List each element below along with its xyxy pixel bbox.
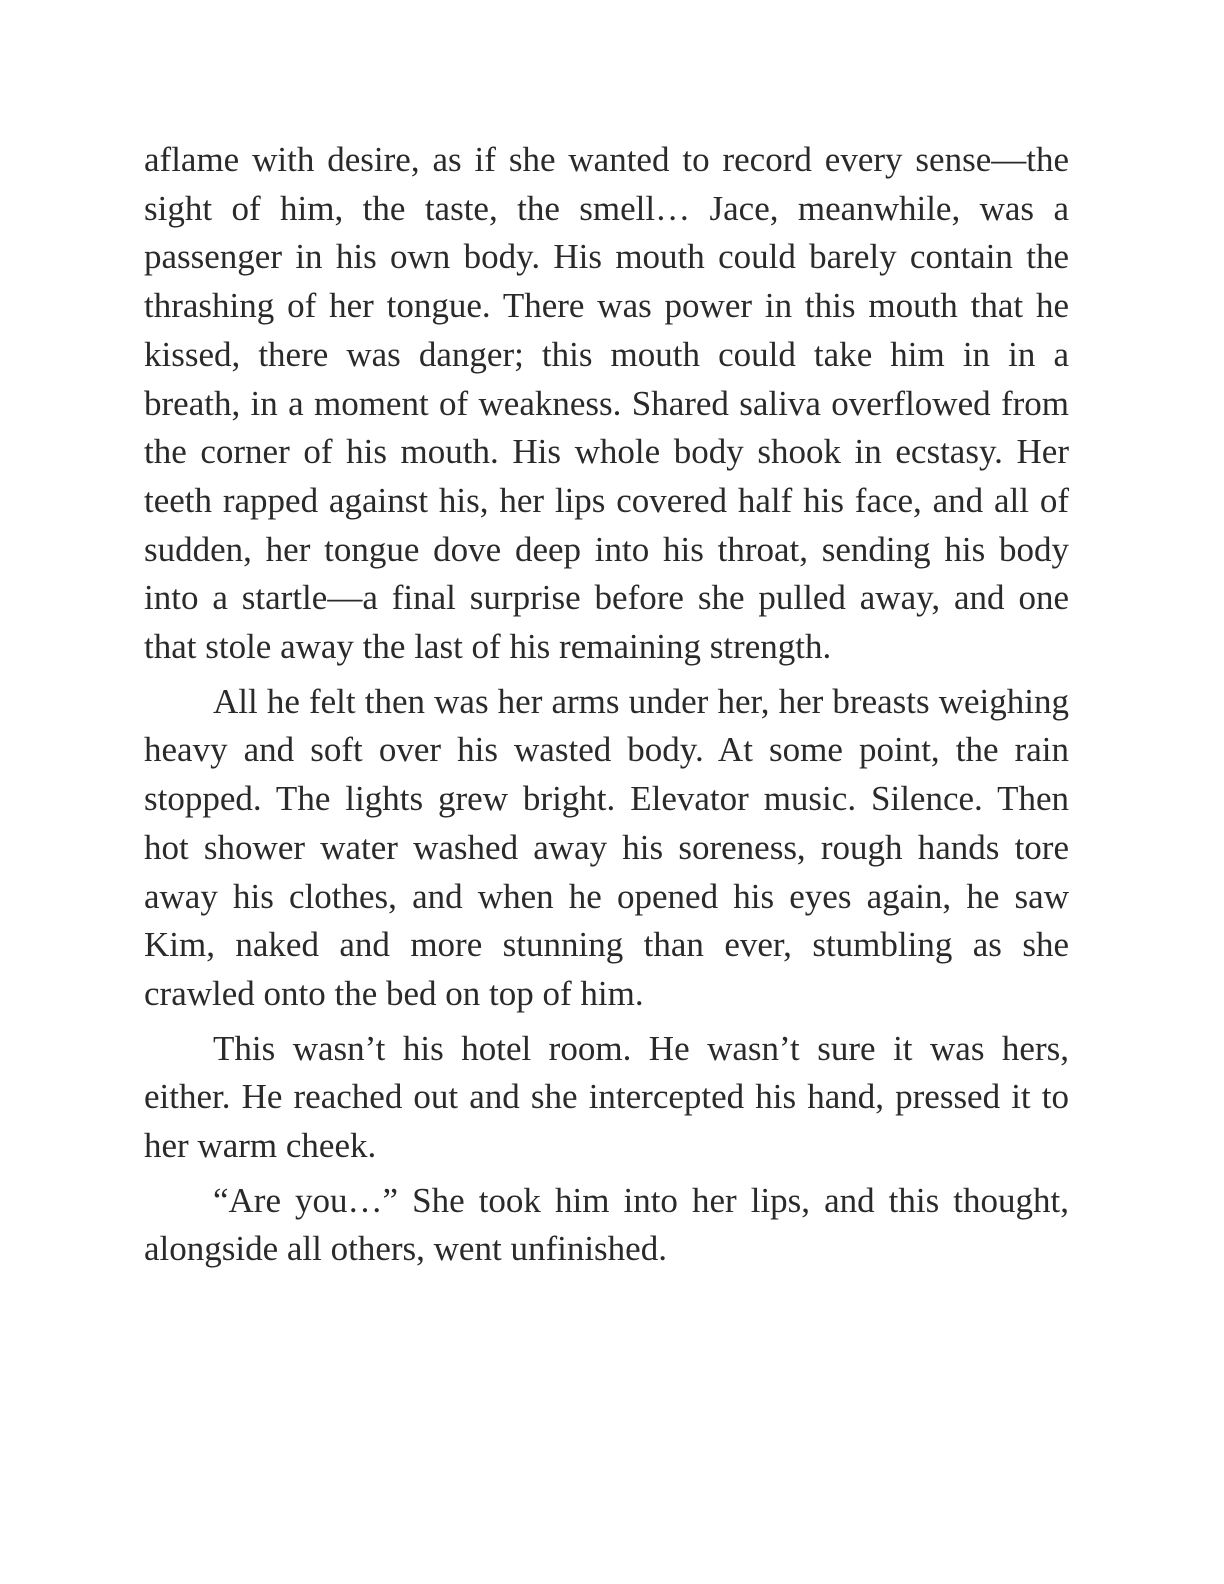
paragraph-3: This wasn’t his hotel room. He wasn’t sure it was hers, either. He reached out and she intercepted his hand, pressed it to her warm cheek. [144, 1028, 1069, 1166]
paragraph-4: “Are you…” She took him into her lips, and this thought, alongside all others, went unfinished. [144, 1180, 1069, 1269]
document-page [144, 136, 1069, 1280]
paragraph-1: aflame with desire, as if she wanted to record every sense—the sight of him, the taste, the smell… Jace, meanwhile, was a passenger in his own body. His mouth could barely contain the thrashing of her tongue. There was power in this mouth that he kissed, there was danger; this mouth could take him in in a breath, in a moment of weakness. Shared saliva overflowed from the corner of his mouth. His whole body shook in ecstasy. Her teeth rapped against his, her lips covered half his face, and all of sudden, her tongue dove deep into his throat, sending his body into a startle—a final surprise before she pulled away, and one that stole away the last of his remaining strength. [144, 140, 1069, 667]
paragraph-2: All he felt then was her arms under her, her breasts weighing heavy and soft over his wasted body. At some point, the rain stopped. The lights grew bright. Elevator music. Silence. Then hot shower water washed away his soreness, rough hands tore away his clothes, and when he opened his eyes again, he saw Kim, naked and more stunning than ever, stumbling as she crawled onto the bed on top of him. [144, 681, 1069, 1013]
